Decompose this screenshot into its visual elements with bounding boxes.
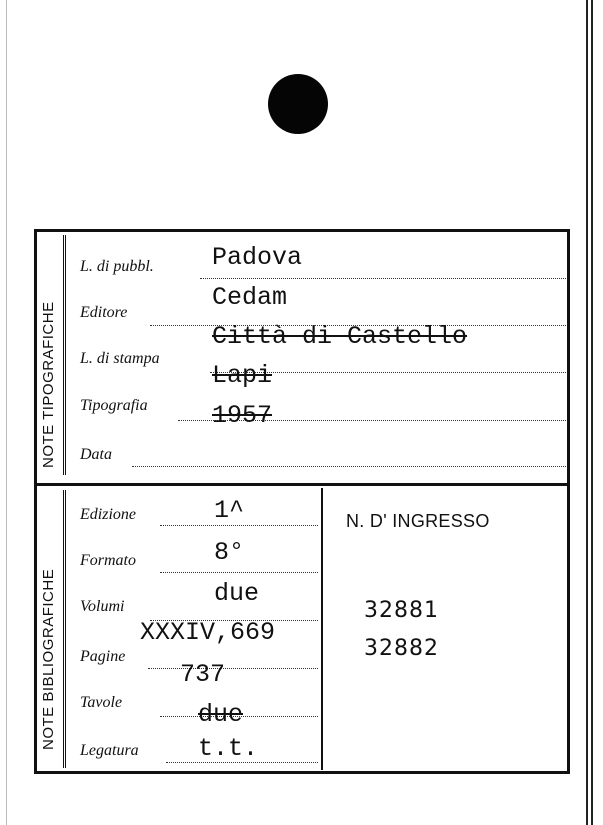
editore-label: Editore [80, 304, 128, 321]
luogo-pubbl-line [200, 278, 566, 279]
bibliografiche-side-rule [63, 490, 66, 768]
tipografiche-side-rule [63, 235, 66, 475]
section-divider [34, 483, 570, 486]
data-line [132, 466, 566, 467]
card-right-edge [586, 0, 593, 825]
luogo-pubbl-label: L. di pubbl. [80, 258, 154, 275]
luogo-stampa-value: Città di Castello [212, 322, 468, 351]
ingresso-number-1: 32881 [364, 598, 439, 623]
punch-hole [268, 74, 328, 134]
luogo-stampa-label: L. di stampa [80, 350, 160, 367]
pagine-label: Pagine [80, 648, 126, 665]
volumi-value: due [214, 579, 260, 608]
formato-label: Formato [80, 552, 136, 569]
note-tipografiche-heading: NOTE TIPOGRAFICHE [40, 301, 57, 468]
ingresso-number-2: 32882 [364, 636, 439, 661]
tavole-value: due [198, 700, 244, 729]
legatura-label: Legatura [80, 742, 139, 759]
tipografia-label: Tipografia [80, 397, 148, 414]
volumi-label: Volumi [80, 598, 125, 615]
data-label: Data [80, 446, 112, 463]
pagine-value-1: XXXIV,669 [140, 618, 276, 647]
pagine-line [148, 668, 318, 669]
tipografia-value: Lapi [212, 361, 273, 390]
editore-value: Cedam [212, 283, 288, 312]
ingresso-column-rule [321, 488, 323, 770]
card-left-edge [6, 0, 7, 825]
tavole-label: Tavole [80, 694, 123, 711]
note-bibliografiche-heading: NOTE BIBLIOGRAFICHE [40, 568, 57, 750]
legatura-value: t.t. [198, 734, 259, 763]
data-value: 1957 [212, 401, 273, 430]
pagine-value-2: 737 [180, 660, 226, 689]
ingresso-heading: N. D' INGRESSO [346, 511, 490, 531]
formato-value: 8° [214, 538, 245, 567]
luogo-pubbl-value: Padova [212, 243, 303, 272]
edizione-line [160, 525, 318, 526]
edizione-value: 1^ [214, 496, 245, 525]
formato-line [160, 572, 318, 573]
edizione-label: Edizione [80, 506, 136, 523]
